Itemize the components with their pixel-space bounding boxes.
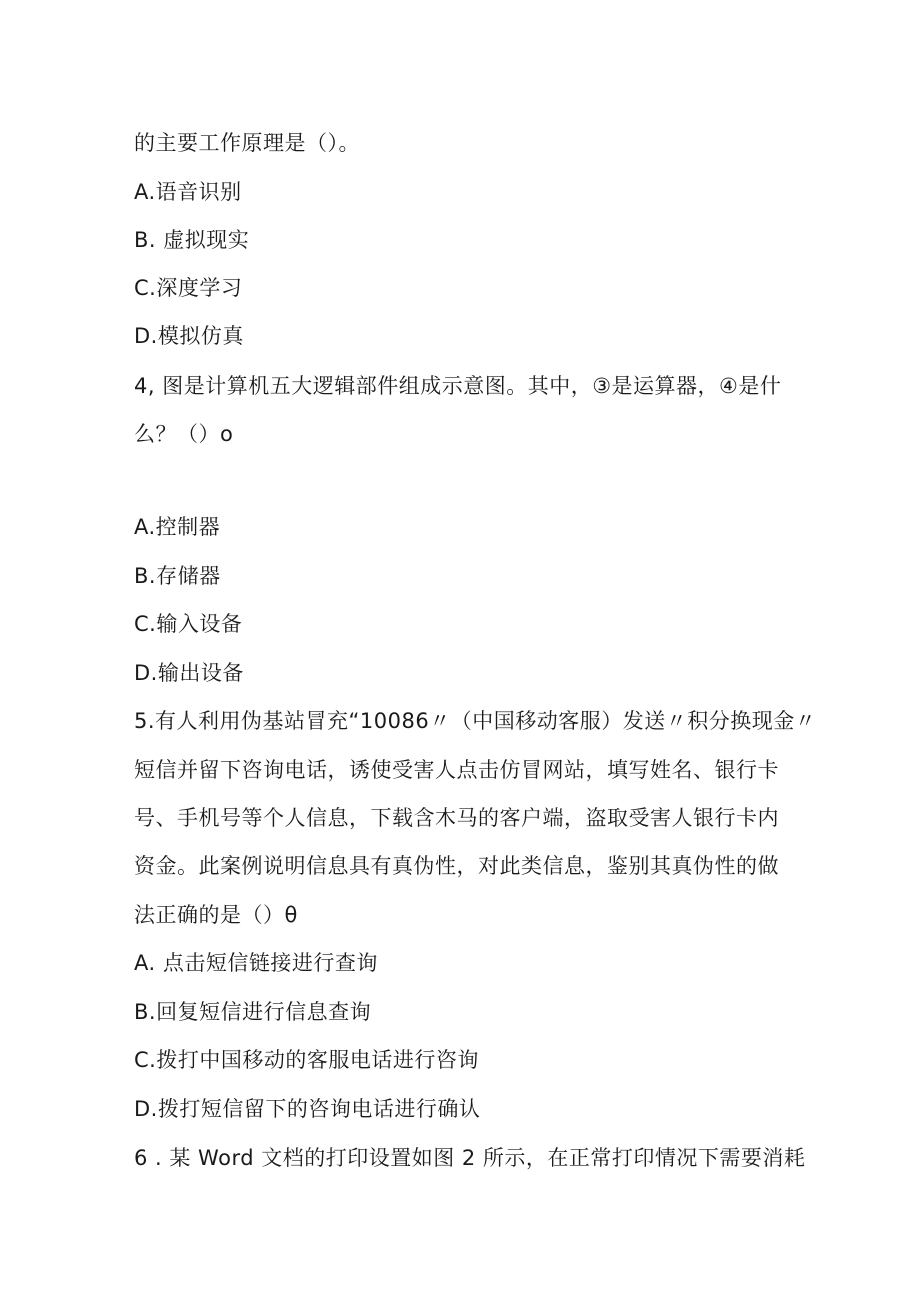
q3-option-d: D.模拟仿真 [134,324,244,348]
q3-option-b: B. 虚拟现实 [134,228,250,252]
q4-stem-line-1: 4, 图是计算机五大逻辑部件组成示意图。其中，③是运算器，④是什 [134,374,782,398]
q5-stem-line-4: 资金。此案例说明信息具有真伪性，对此类信息，鉴别其真伪性的做 [134,854,779,878]
q3-option-a: A.语音识别 [134,180,242,204]
q5-stem-line-5: 法正确的是（）θ [134,903,298,927]
q5-option-a: A. 点击短信链接进行查询 [134,951,378,975]
q4-option-b: B.存储器 [134,564,221,588]
q4-option-a: A.控制器 [134,515,221,539]
q5-stem-line-1: 5.有人利用伪基站冒充“10086〃（中国移动客服）发送〃积分换现金〃 [134,709,817,733]
q5-stem-line-3: 号、手机号等个人信息，下载含木马的客户端，盗取受害人银行卡内 [134,806,779,830]
q4-option-c: C.输入设备 [134,612,243,636]
q3-stem: 的主要工作原理是（）。 [134,131,360,155]
q5-option-d: D.拨打短信留下的咨询电话进行确认 [134,1097,481,1121]
q5-option-b: B.回复短信进行信息查询 [134,1000,372,1024]
q6-stem-line-1: 6 . 某 Word 文档的打印设置如图 2 所示，在正常打印情况下需要消耗 [134,1146,806,1170]
q4-option-d: D.输出设备 [134,661,244,685]
q4-stem-line-2: 么？（）o [134,422,234,446]
q5-option-c: C.拨打中国移动的客服电话进行咨询 [134,1048,479,1072]
q5-stem-line-2: 短信并留下咨询电话，诱使受害人点击仿冒网站，填写姓名、银行卡 [134,758,779,782]
q3-option-c: C.深度学习 [134,276,243,300]
